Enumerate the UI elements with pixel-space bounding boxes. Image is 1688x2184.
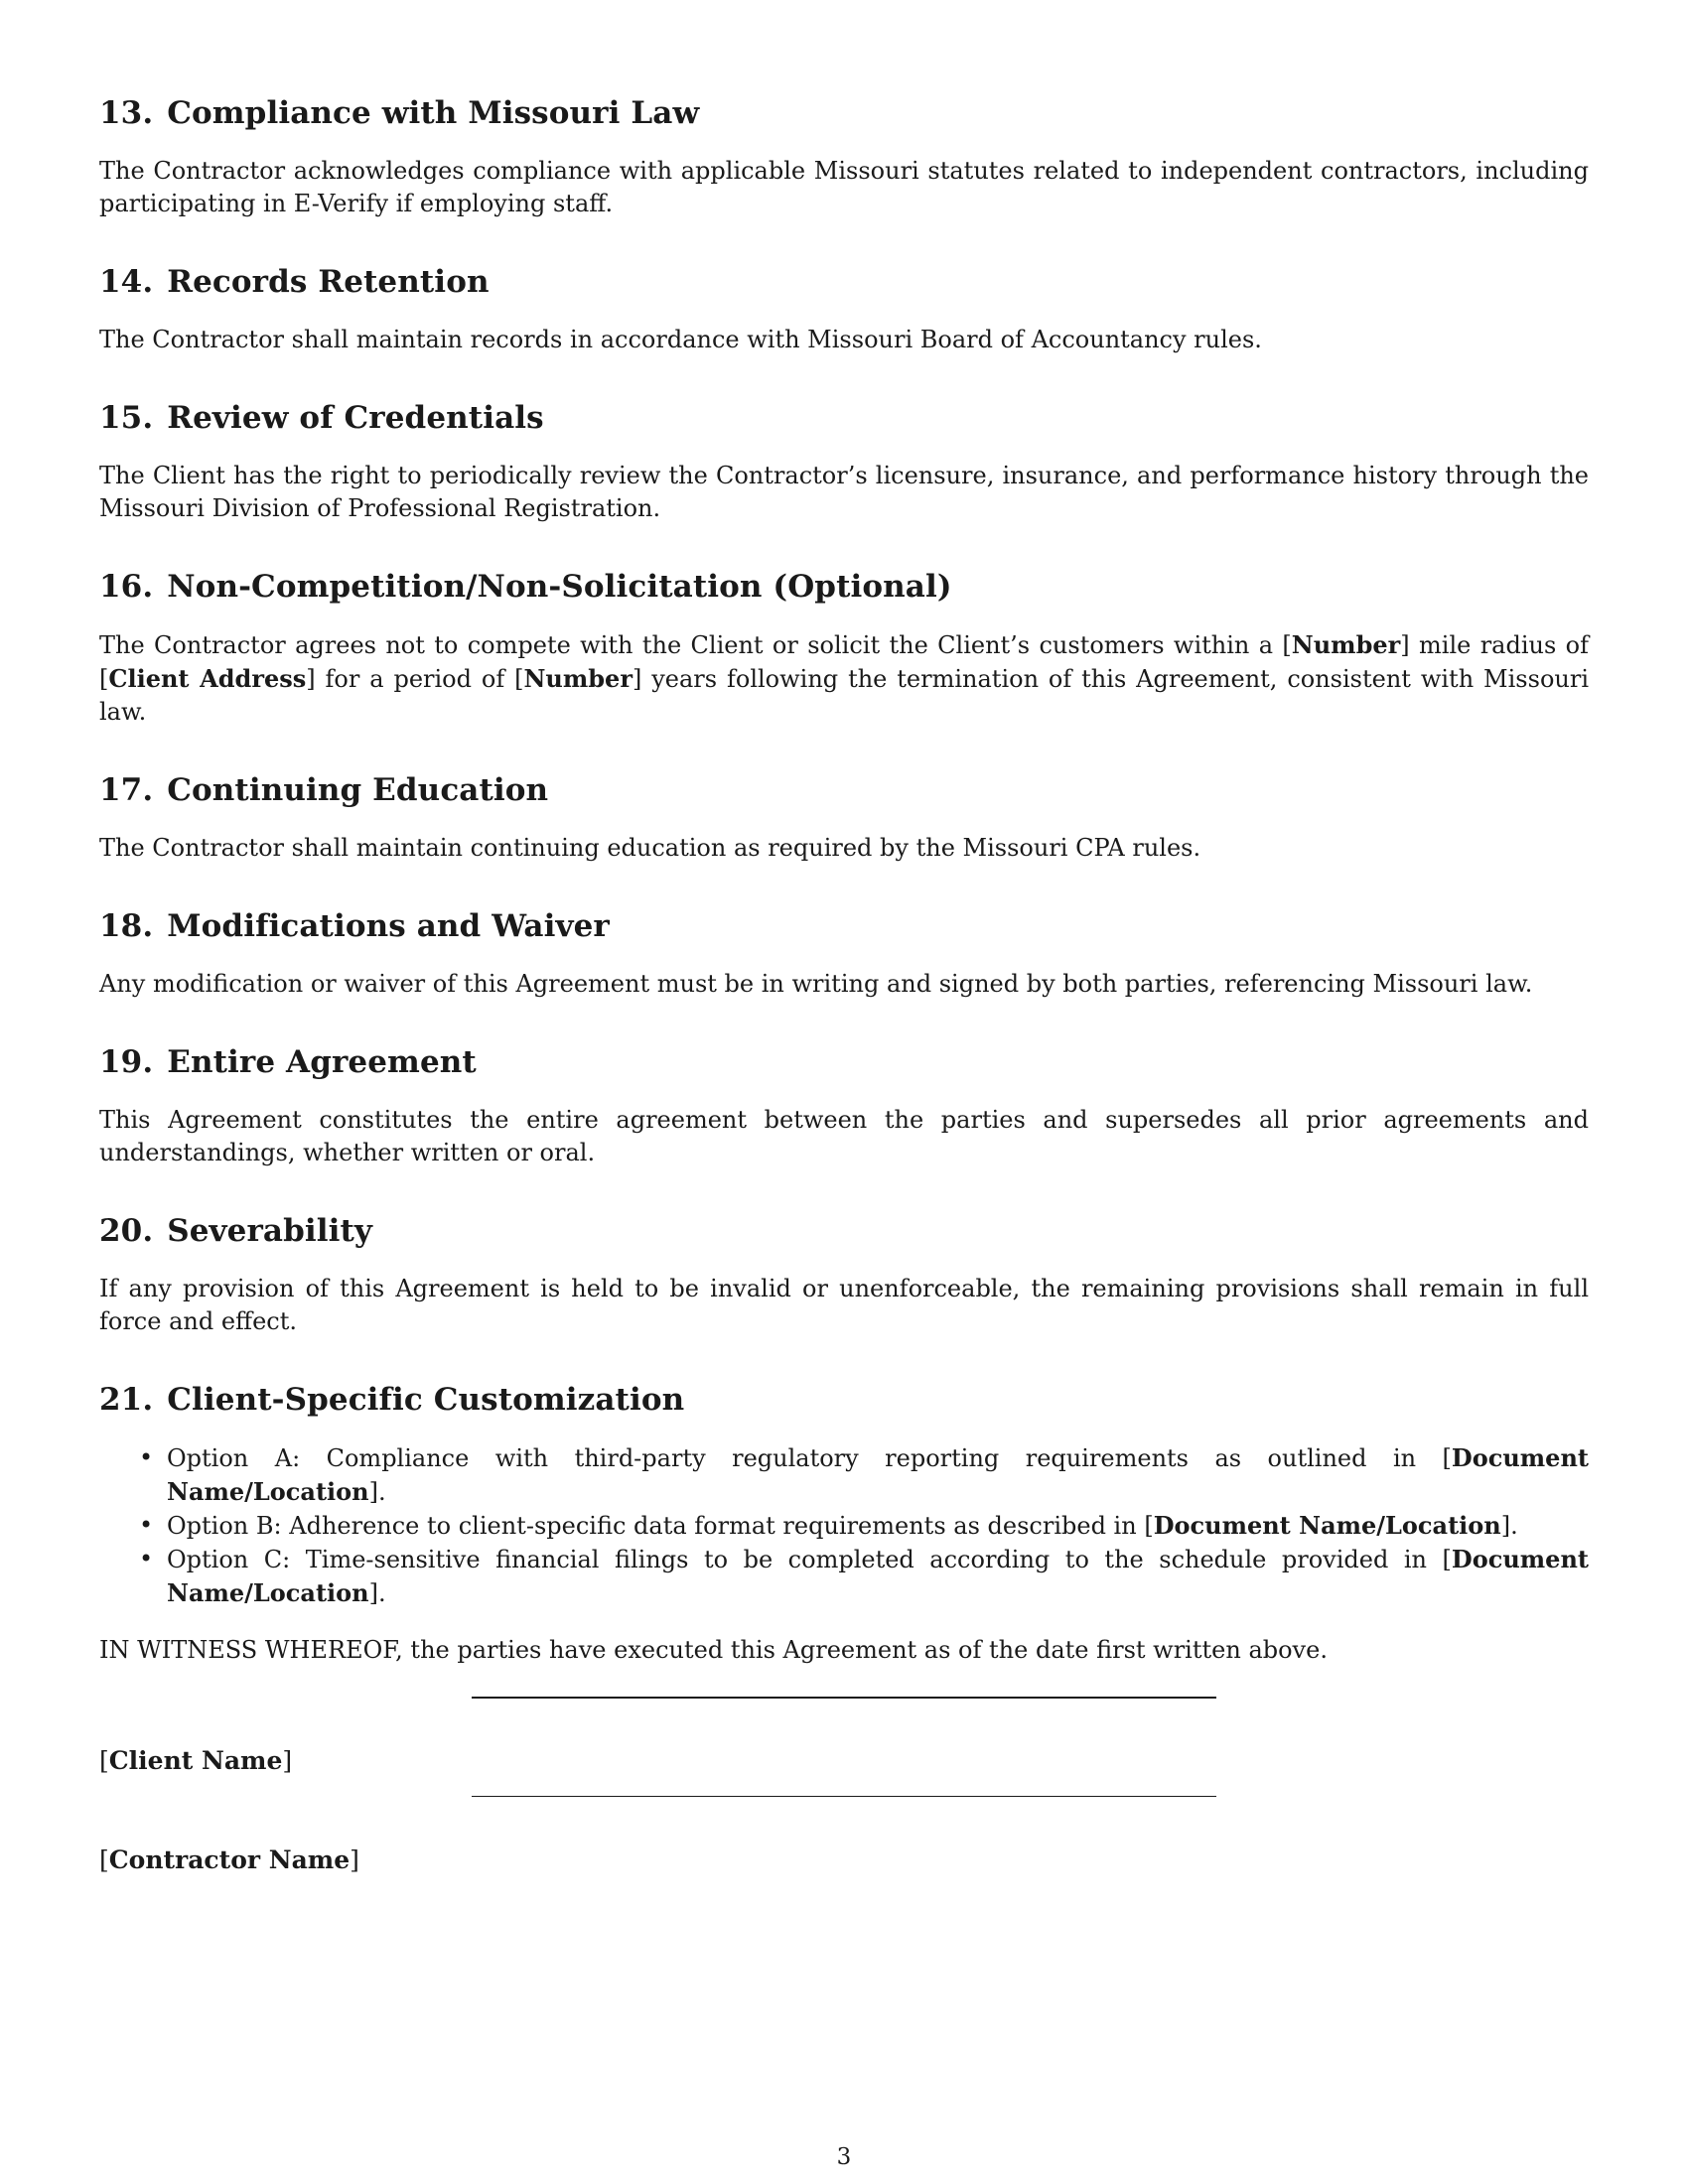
section-heading: 19. Entire Agreement: [99, 1044, 477, 1080]
document-page: [99, 95, 1589, 1885]
section-heading: 13. Compliance with Missouri Law: [99, 95, 700, 131]
witness-clause: IN WITNESS WHEREOF, the parties have executed this Agreement as of the date first written above.: [99, 1636, 1328, 1664]
section-body: The Contractor agrees not to compete with the Client or solicit the Client’s customers within a [Number] mile radius of [Client Address] for a period of [Number] years following the termination of this Agreement, consistent with Missouri law.: [99, 630, 1589, 726]
section-13: [99, 95, 1589, 220]
signature-line: [472, 1796, 1216, 1797]
section-heading: 15. Review of Credentials: [99, 400, 544, 436]
section-17: [99, 772, 1589, 865]
section-body: The Contractor shall maintain records in accordance with Missouri Board of Accountancy rules.: [99, 326, 1262, 353]
client-name-label: [Client Name]: [99, 1746, 293, 1775]
section-14: [99, 264, 1589, 356]
section-body: The Contractor acknowledges compliance with applicable Missouri statutes related to independent contractors, including participating in E-Verify if employing staff.: [99, 157, 1589, 217]
section-heading: 17. Continuing Education: [99, 772, 549, 808]
bullet-icon: •: [139, 1511, 154, 1539]
section-heading: 20. Severability: [99, 1213, 373, 1249]
list-item: • Option C: Time-sensitive financial filings to be completed according to the schedule provided in [Document Name/Location].: [139, 1545, 1589, 1607]
section-heading: 18. Modifications and Waiver: [99, 908, 610, 944]
placeholder-number: Number: [1291, 630, 1401, 659]
section-21: [99, 1382, 1589, 1610]
section-20: [99, 1213, 1589, 1338]
bullet-icon: •: [139, 1443, 154, 1471]
section-heading: 16. Non-Competition/Non-Solicitation (Optional): [99, 569, 952, 605]
section-body: Any modification or waiver of this Agreement must be in writing and signed by both parties, referencing Missouri law.: [99, 970, 1533, 998]
section-15: [99, 400, 1589, 525]
bullet-icon: •: [139, 1545, 154, 1572]
options-list: [99, 1441, 1589, 1610]
section-19: [99, 1044, 1589, 1169]
placeholder-client-address: Client Address: [108, 664, 307, 693]
client-signature-block: [99, 1687, 1589, 1786]
page-number: 3: [836, 2144, 852, 2170]
section-body: If any provision of this Agreement is held to be invalid or unenforceable, the remaining provisions shall remain in full force and effect.: [99, 1275, 1589, 1335]
contractor-signature-block: [99, 1786, 1589, 1885]
section-heading: 21. Client-Specific Customization: [99, 1382, 685, 1418]
section-heading: 14. Records Retention: [99, 264, 490, 300]
placeholder-number: Number: [523, 664, 633, 693]
section-body: The Contractor shall maintain continuing education as required by the Missouri CPA rules.: [99, 834, 1201, 862]
list-item: • Option A: Compliance with third-party regulatory reporting requirements as outlined in [Document Name/Location].: [139, 1443, 1589, 1506]
signature-line: [472, 1697, 1216, 1699]
section-18: [99, 908, 1589, 1001]
section-16: [99, 569, 1589, 729]
section-body: This Agreement constitutes the entire agreement between the parties and supersedes all prior agreements and understandings, whether written or oral.: [99, 1106, 1589, 1166]
contractor-name-label: [Contractor Name]: [99, 1845, 359, 1874]
section-body: The Client has the right to periodically review the Contractor’s licensure, insurance, and performance history through the Missouri Division of Professional Registration.: [99, 462, 1589, 522]
list-item: • Option B: Adherence to client-specific data format requirements as described in [Document Name/Location].: [139, 1511, 1518, 1540]
